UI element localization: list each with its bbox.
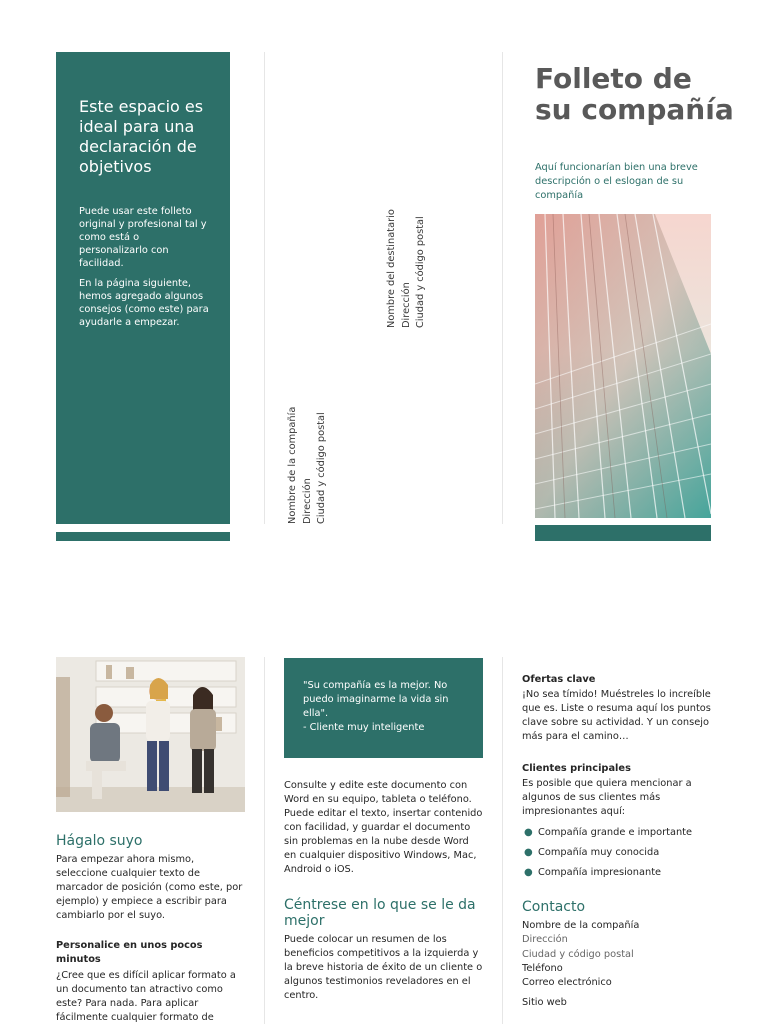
column-divider: [502, 52, 503, 524]
list-item[interactable]: [522, 846, 722, 866]
column-divider: [264, 657, 265, 1024]
mission-title[interactable]: Este espacio es ideal para una declaración de objetivos: [79, 97, 204, 176]
list-item[interactable]: [522, 866, 722, 886]
column-divider: [264, 52, 265, 524]
sender-address: Dirección: [301, 478, 313, 524]
sender-address-block[interactable]: [286, 407, 330, 524]
contact-heading[interactable]: Contacto: [522, 899, 586, 915]
brochure-title[interactable]: Folleto de su compañía: [535, 62, 734, 126]
recipient-name: Nombre del destinatario: [386, 209, 397, 328]
mission-paragraph[interactable]: Puede usar este folleto original y profesional tal y como está o personalizarlo con facilidad.: [79, 206, 207, 269]
clients-body[interactable]: Es posible que quiera mencionar a algunos de sus clientes más impresionantes aquí:: [522, 778, 692, 817]
section-heading[interactable]: Hágalo suyo: [56, 833, 143, 849]
team-photo: [56, 657, 245, 812]
bullet-icon: ●: [524, 827, 533, 838]
middle-body[interactable]: Consulte y edite este documento con Word en su equipo, tableta o teléfono. Puede editar el texto, insertar contenido con facilidad, y guardar el documento sin problemas en la nube desde Word en cualquier dispositivo Windows, Mac, Android o iOS.: [284, 780, 483, 875]
sender-city: Ciudad y código postal: [316, 412, 327, 524]
section-body[interactable]: Para empezar ahora mismo, seleccione cualquier texto de marcador de posición (como este, por ejemplo) y empiece a escribir para cambiarlo por el suyo.: [56, 854, 243, 921]
list-item-label: Compañía impresionante: [538, 867, 662, 878]
sender-company: Nombre de la compañía: [287, 406, 298, 524]
contact-phone[interactable]: Teléfono: [522, 963, 563, 974]
recipient-city: Ciudad y código postal: [415, 216, 426, 328]
middle-body[interactable]: Puede colocar un resumen de los beneficios competitivos a la izquierda y la breve historia de éxito de un cliente o algunos testimonios reveladores en el centro.: [284, 934, 483, 1001]
list-item-label: Compañía muy conocida: [538, 847, 660, 858]
contact-website-link[interactable]: Sitio web: [522, 997, 567, 1008]
offers-heading[interactable]: Ofertas clave: [522, 674, 596, 685]
section-subheading[interactable]: Personalice en unos pocos minutos: [56, 940, 203, 965]
recipient-address: Dirección: [400, 282, 412, 328]
list-item-label: Compañía grande e importante: [538, 827, 693, 838]
clients-list: [522, 826, 722, 886]
brochure-tagline[interactable]: Aquí funcionarían bien una breve descripción o el eslogan de su compañía: [535, 162, 698, 201]
testimonial-author[interactable]: - Cliente muy inteligente: [303, 722, 425, 733]
contact-address[interactable]: Dirección: [522, 934, 568, 945]
section-body[interactable]: ¿Cree que es difícil aplicar formato a un documento tan atractivo como este? Para nada. Para aplicar fácilmente cualquier formato de: [56, 970, 236, 1023]
cover-building-image: [535, 214, 711, 518]
column-divider: [502, 657, 503, 1024]
accent-bar: [535, 525, 711, 541]
contact-city[interactable]: Ciudad y código postal: [522, 949, 634, 960]
bullet-icon: ●: [524, 867, 533, 878]
offers-body[interactable]: ¡No sea tímido! Muéstreles lo increíble que es. Liste o resuma aquí los puntos clave sobre su actividad. Y un consejo más para el camino…: [522, 689, 711, 742]
bullet-icon: ●: [524, 847, 533, 858]
contact-email[interactable]: Correo electrónico: [522, 977, 612, 988]
recipient-address-block[interactable]: [385, 209, 429, 328]
accent-bar: [56, 532, 230, 541]
mission-paragraph[interactable]: En la página siguiente, hemos agregado algunos consejos (como este) para ayudarle a empezar.: [79, 278, 209, 328]
contact-company[interactable]: Nombre de la compañía: [522, 920, 640, 931]
list-item[interactable]: [522, 826, 722, 846]
testimonial-quote[interactable]: "Su compañía es la mejor. No puedo imaginarme la vida sin ella".: [303, 680, 449, 719]
clients-heading[interactable]: Clientes principales: [522, 763, 631, 774]
section-heading[interactable]: Céntrese en lo que se le da mejor: [284, 897, 476, 929]
